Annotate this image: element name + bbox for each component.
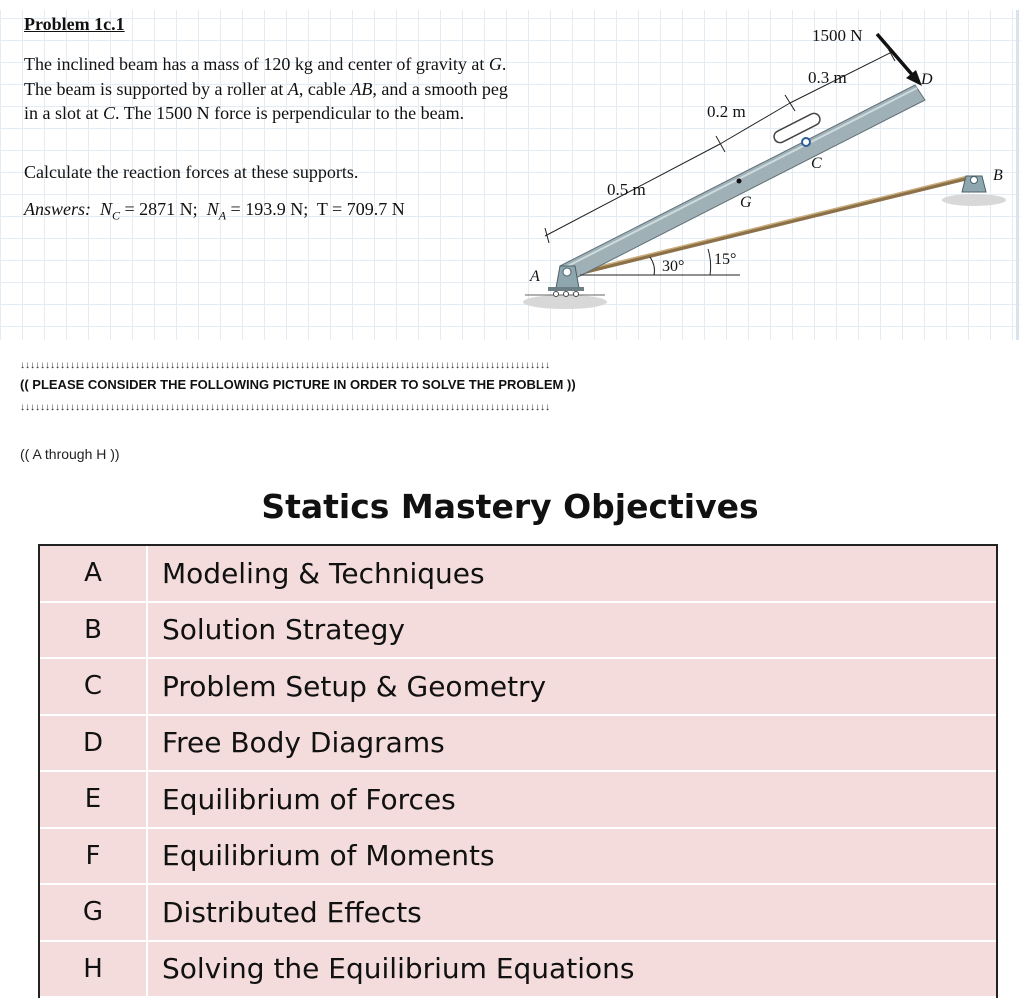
label-a: A [530,268,540,285]
objective-row [40,603,996,660]
label-c: C [811,155,822,172]
problem-description: The inclined beam has a mass of 120 kg and center of gravity at G. The beam is supported by a roller at A, cable AB, and a smooth peg in a slot at C. The 1500 N force is perpendicular to the beam. [24,54,508,123]
objective-text: Solving the Equilibrium Equations [162,952,635,986]
label-d: D [921,71,933,88]
problem-answers: Answers: $N_C = 2871$ N; $N_A = 193.9$ N; T = 709.7 N [24,199,405,223]
objective-text: Free Body Diagrams [162,726,445,760]
ground-a [523,295,607,309]
angle-15-label: 15° [714,251,737,268]
label-b: B [993,167,1003,184]
beam-figure [520,10,1010,310]
objective-letter: E [40,772,148,827]
through-note: (( A through H )) [20,446,120,462]
objective-text: Equilibrium of Forces [162,782,456,816]
objective-letter: A [40,546,148,601]
consider-notice: (( PLEASE CONSIDER THE FOLLOWING PICTURE IN ORDER TO SOLVE THE PROBLEM )) [20,377,576,392]
center-of-gravity [737,179,742,184]
objective-text: Solution Strategy [162,613,405,647]
dim-03-label: 0.3 m [808,68,847,87]
objective-letter: H [40,942,148,997]
objective-row [40,829,996,886]
arrow-row-top: ↓↓↓↓↓↓↓↓↓↓↓↓↓↓↓↓↓↓↓↓↓↓↓↓↓↓↓↓↓↓↓↓↓↓↓↓↓↓↓↓↓↓↓↓↓↓↓↓↓↓↓↓↓↓↓↓↓↓↓↓↓↓↓↓↓↓↓↓↓↓↓↓↓↓↓↓↓↓↓↓↓↓↓↓↓↓↓↓↓↓↓↓↓↓↓↓↓↓↓↓↓↓↓↓↓↓ [20,360,550,371]
objective-letter: C [40,659,148,714]
objective-text: Distributed Effects [162,895,422,929]
arrow-row-bottom: ↓↓↓↓↓↓↓↓↓↓↓↓↓↓↓↓↓↓↓↓↓↓↓↓↓↓↓↓↓↓↓↓↓↓↓↓↓↓↓↓↓↓↓↓↓↓↓↓↓↓↓↓↓↓↓↓↓↓↓↓↓↓↓↓↓↓↓↓↓↓↓↓↓↓↓↓↓↓↓↓↓↓↓↓↓↓↓↓↓↓↓↓↓↓↓↓↓↓↓↓↓↓↓↓↓↓ [20,402,550,413]
problem-panel-edge [1016,10,1019,340]
force-label: 1500 N [812,26,863,45]
objective-row [40,716,996,773]
peg-c [802,138,810,146]
dim-05-label: 0.5 m [607,180,646,199]
objectives-table [38,544,998,998]
label-g: G [740,194,752,211]
dim-02-label: 0.2 m [707,102,746,121]
objective-row [40,546,996,603]
objectives-title: Statics Mastery Objectives [261,487,759,526]
objective-row [40,659,996,716]
problem-title: Problem 1c.1 [24,14,125,34]
problem-calculate: Calculate the reaction forces at these supports. [24,162,359,182]
objective-row [40,942,996,999]
objective-letter: G [40,885,148,940]
angle-30-label: 30° [662,258,685,275]
objective-text: Equilibrium of Moments [162,839,495,873]
objective-row [40,772,996,829]
objective-row [40,885,996,942]
objective-letter: F [40,829,148,884]
objective-letter: D [40,716,148,771]
force-arrow [877,34,922,86]
objective-text: Modeling & Techniques [162,556,485,590]
objective-text: Problem Setup & Geometry [162,669,547,703]
objective-letter: B [40,603,148,658]
